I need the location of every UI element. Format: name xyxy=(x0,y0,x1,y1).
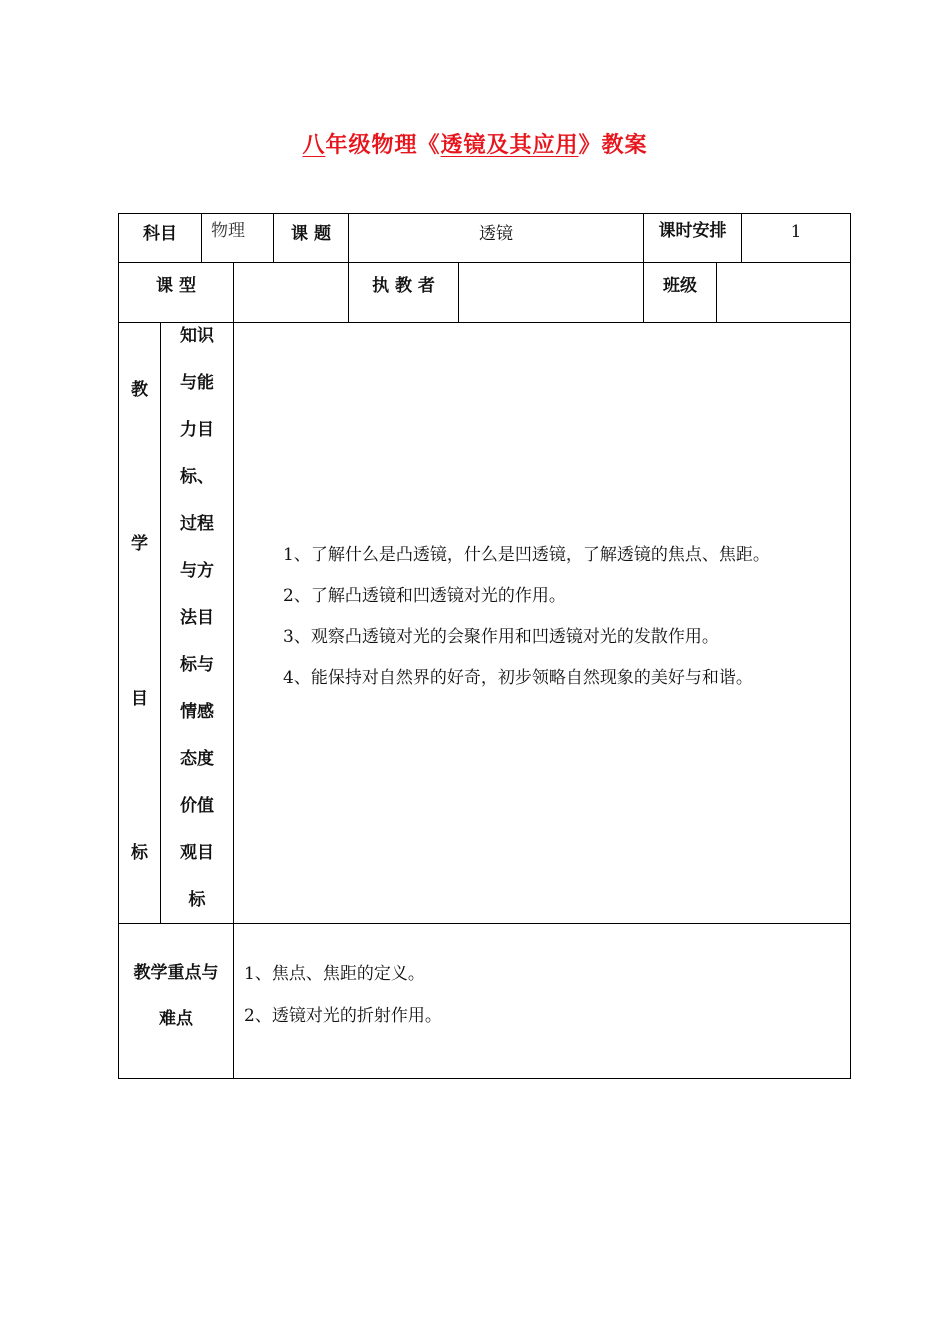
sub-label-line: 价值 xyxy=(180,796,214,816)
table-border xyxy=(118,1078,851,1079)
sub-label-line: 与能 xyxy=(180,373,214,393)
sub-label-line: 法目 xyxy=(180,608,214,628)
subject-value: 物理 xyxy=(211,221,245,241)
objectives-section-char: 目 xyxy=(131,689,148,709)
table-border xyxy=(458,262,459,323)
table-border xyxy=(118,213,119,1079)
objective-item: 1、了解什么是凸透镜，什么是凹透镜，了解透镜的焦点、焦距。 xyxy=(283,545,770,565)
objective-item: 4、能保持对自然界的好奇，初步领略自然现象的美好与和谐。 xyxy=(283,668,753,688)
title-part-4: 》教案 xyxy=(578,133,648,158)
table-border xyxy=(201,213,202,263)
objective-item: 2、了解凸透镜和凹透镜对光的作用。 xyxy=(283,586,566,606)
title-part-3: 透镜及其应用 xyxy=(440,133,579,158)
table-border xyxy=(850,213,851,1079)
table-border xyxy=(233,262,234,323)
sub-label-line: 观目 xyxy=(180,843,214,863)
type-label: 课 型 xyxy=(156,276,196,296)
sub-label-line: 过程 xyxy=(180,514,214,534)
objectives-section-char: 学 xyxy=(131,534,148,554)
class-label: 班级 xyxy=(663,276,697,296)
document-title xyxy=(0,128,950,159)
objectives-section-char: 教 xyxy=(131,380,148,400)
key-points-label-line: 难点 xyxy=(159,1009,193,1029)
sub-label-line: 态度 xyxy=(180,749,214,769)
topic-label: 课 题 xyxy=(291,224,331,244)
objectives-sub-label xyxy=(162,326,232,937)
table-border xyxy=(160,322,161,924)
sub-label-line: 与方 xyxy=(180,561,214,581)
table-border xyxy=(233,322,234,1079)
subject-label: 科目 xyxy=(143,224,177,244)
objectives-section-char: 标 xyxy=(131,843,148,863)
sub-label-line: 标、 xyxy=(180,467,214,487)
sub-label-line: 标 xyxy=(188,890,206,910)
key-point-item: 1、焦点、焦距的定义。 xyxy=(244,964,425,984)
sub-label-line: 力目 xyxy=(180,420,214,440)
objective-item: 3、观察凸透镜对光的会聚作用和凹透镜对光的发散作用。 xyxy=(283,627,719,647)
table-border xyxy=(118,322,851,323)
sub-label-line: 情感 xyxy=(180,702,214,722)
hours-label: 课时安排 xyxy=(658,221,727,241)
key-point-item: 2、透镜对光的折射作用。 xyxy=(244,1006,442,1026)
topic-value: 透镜 xyxy=(479,224,513,244)
key-points-label-line: 教学重点与 xyxy=(133,963,219,983)
hours-value: 1 xyxy=(790,222,802,242)
title-part-2: 年级物理《 xyxy=(325,133,441,158)
table-border xyxy=(716,262,717,323)
sub-label-line: 知识 xyxy=(180,326,214,346)
sub-label-line: 标与 xyxy=(180,655,214,675)
title-part-1: 八 xyxy=(302,133,326,158)
teacher-label: 执 教 者 xyxy=(372,276,435,296)
